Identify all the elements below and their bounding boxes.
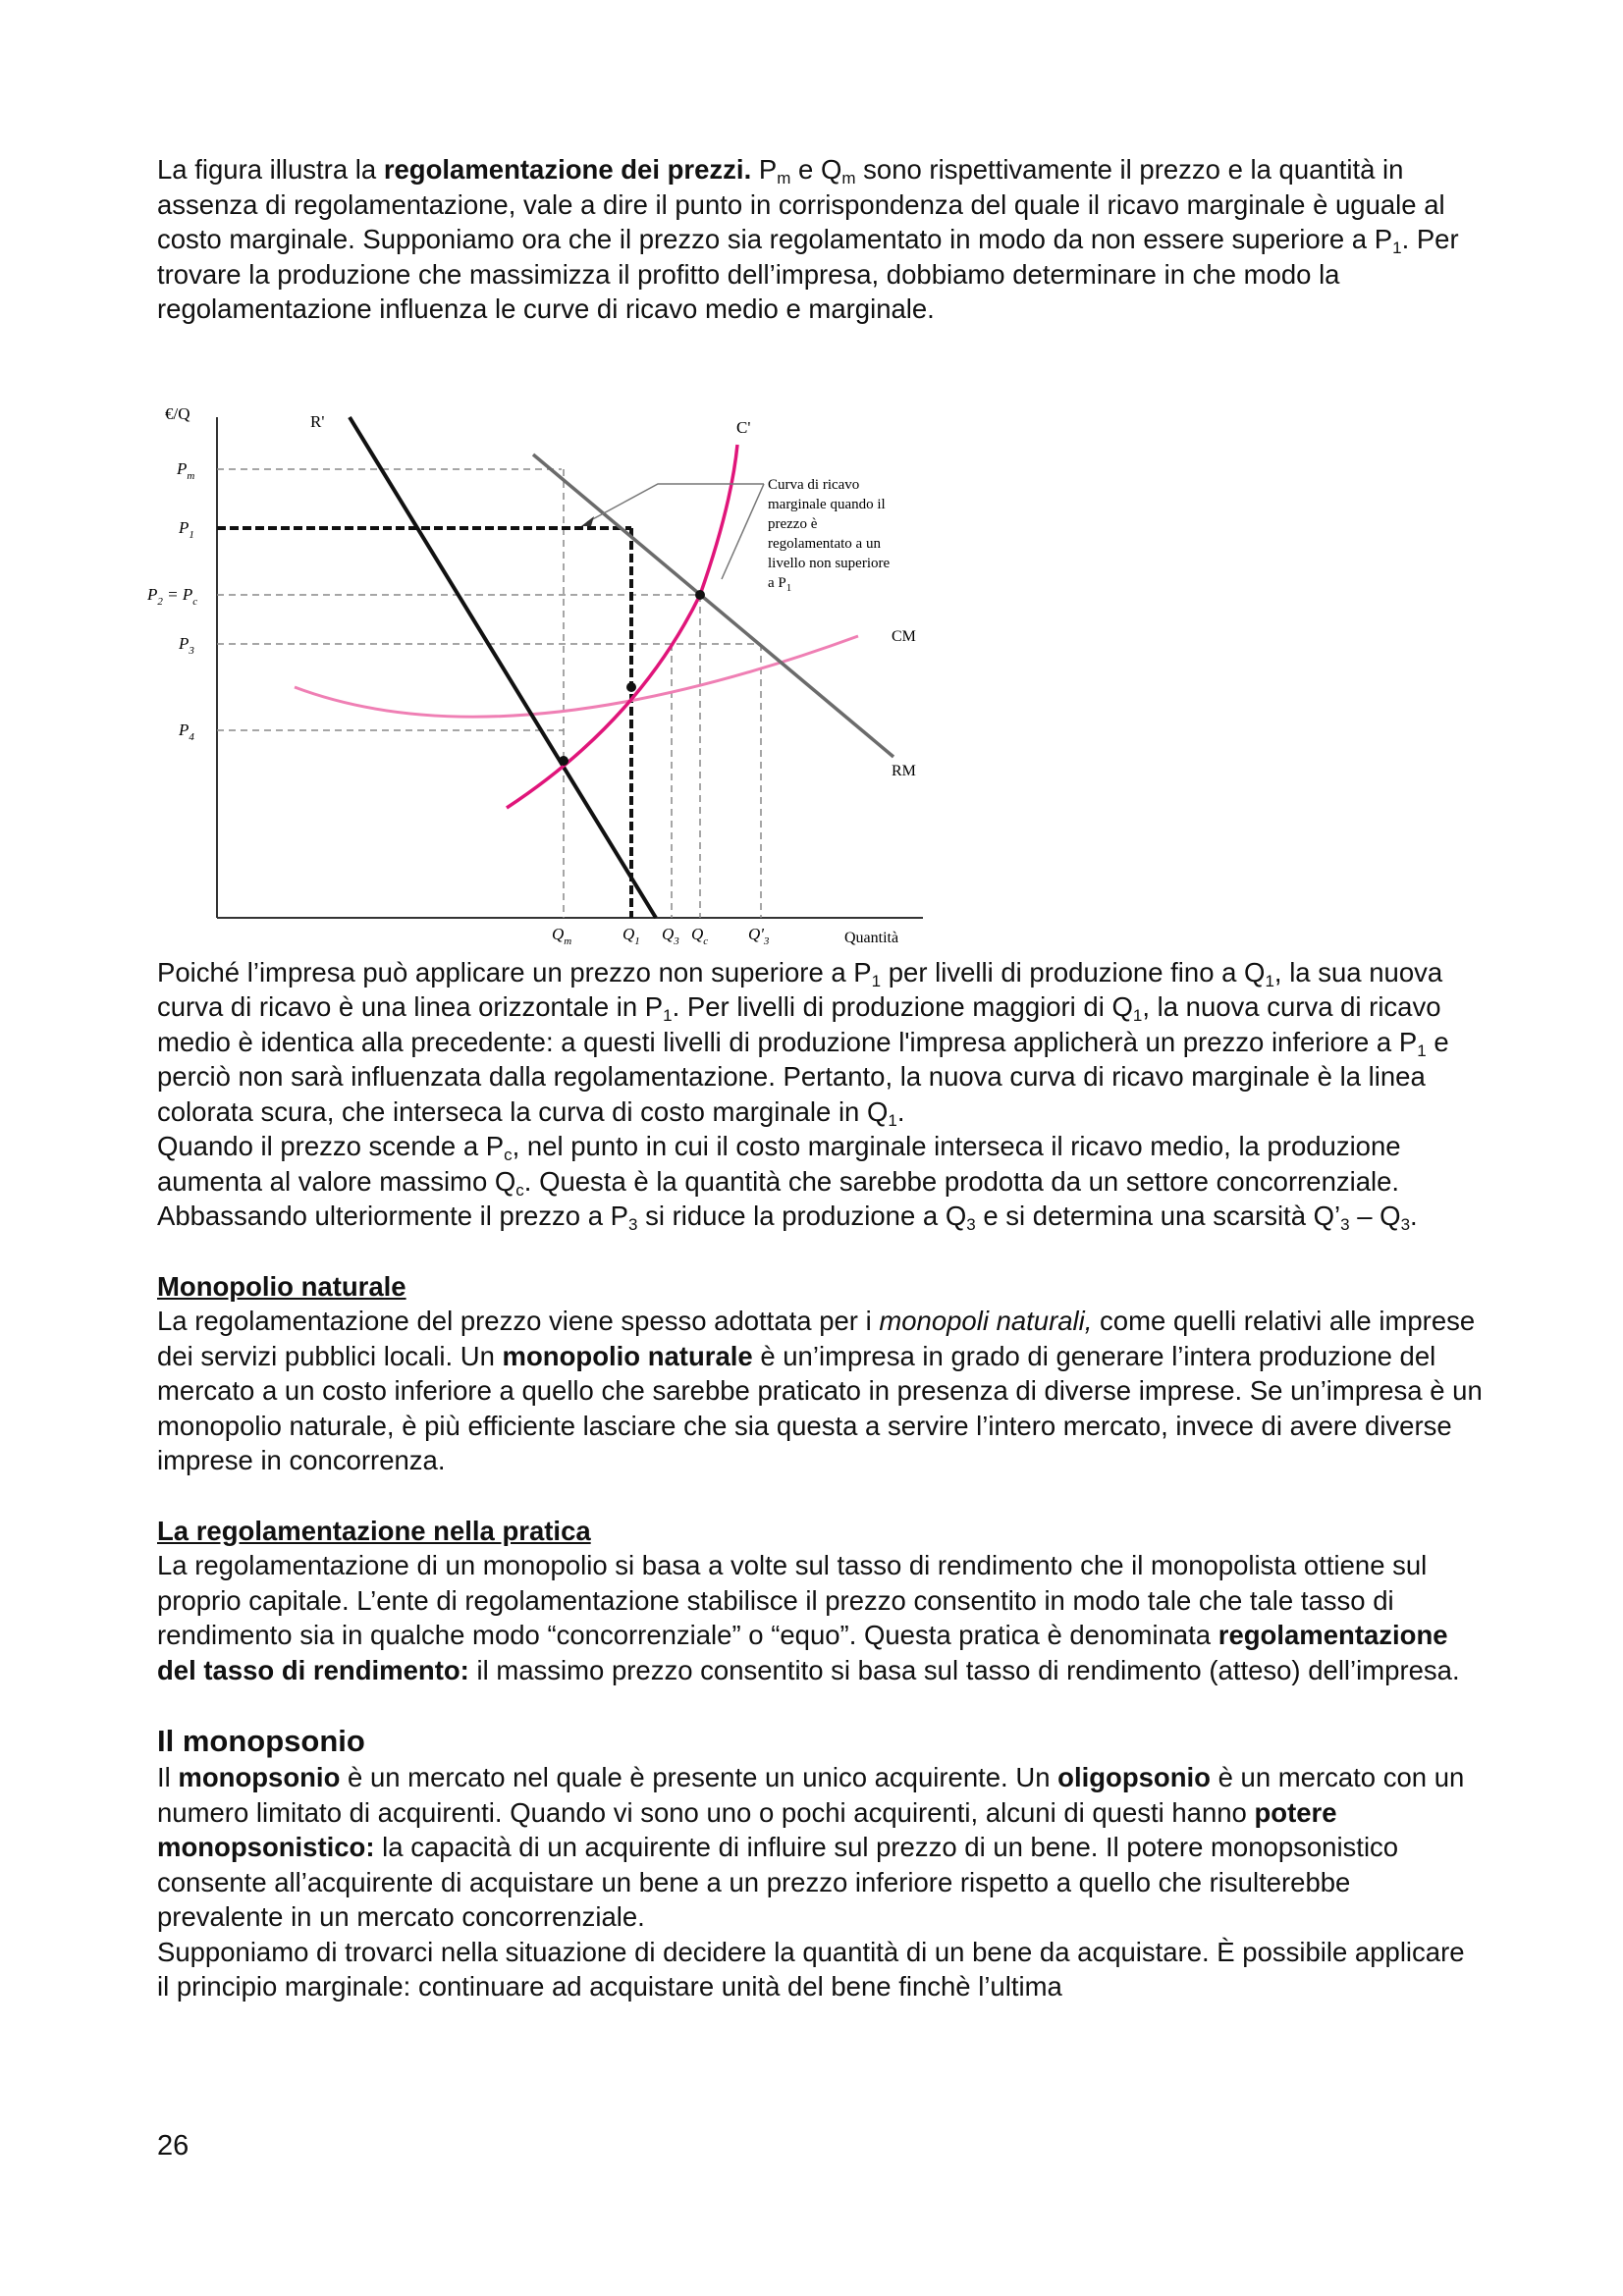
price-label-p4: $P_4$ bbox=[179, 721, 194, 743]
intersection-point-q1 bbox=[626, 682, 636, 692]
curve-label-rm: RM bbox=[892, 763, 916, 779]
annotation-arrow-icon bbox=[581, 516, 594, 526]
paragraph-intro: La figura illustra la regolamentazione dei prezzi. $P_m$ e $Q_m$ sono rispettivamente il prezzo e la quantità in assenza di regolamentazione, vale a dire il punto in corrispondenza del quale il ricavo marginale è uguale al costo marginale. Supponiamo ora che il prezzo sia regolamentato in modo da non essere superiore a $P_1$. Per trovare la produzione che massimizza il profitto dell’impresa, dobbiamo determinare in che modo la regolamentazione influenza le curve di ricavo medio e marginale. bbox=[157, 154, 1459, 324]
qty-label-qm: $Q_m$ bbox=[552, 925, 572, 947]
spacer bbox=[157, 1478, 1483, 1514]
paragraph-price-ceiling: Poiché l’impresa può applicare un prezzo non superiore a $P_1$ per livelli di produzione fino a $Q_1$, la sua nuova curva di ricavo è una linea orizzontale in $P_1$. Per livelli di produzione maggiori di $Q_1$, la nuova curva di ricavo medio è identica alla precedente: a questi livelli di produzione l'impresa applicherà un prezzo inferiore a $P_1$ e perciò non sarà influenzata dalla regolamentazione. Pertanto, la nuova curva di ricavo marginale è la linea colorata scura, che interseca la curva di costo marginale in $Q_1$. bbox=[157, 956, 1449, 1130]
cm-curve bbox=[295, 636, 858, 717]
spacer bbox=[157, 1687, 1483, 1723]
heading-natural-monopoly: Monopolio naturale bbox=[157, 1270, 406, 1302]
price-regulation-diagram bbox=[147, 398, 933, 957]
price-label-p1: $P_1$ bbox=[179, 518, 194, 541]
annotation-pointer bbox=[587, 484, 764, 522]
price-label-p2-pc: $P_2 = P_c$ bbox=[147, 585, 198, 608]
qty-label-q3: $Q_3$ bbox=[662, 925, 679, 947]
qty-label-q1: $Q_1$ bbox=[622, 925, 640, 947]
paragraph-natural-monopoly: La regolamentazione del prezzo viene spesso adottata per i monopoli naturali, come quelli relativi alle imprese dei servizi pubblici locali. Un monopolio naturale è un’impresa in grado di generare l’intera produzione del mercato a un costo inferiore a quello che sarebbe praticato in presenza di diverse imprese. Se un’impresa è un monopolio naturale, è più efficiente lasciare che sia questa a servire l’intero mercato, invece di avere diverse imprese in concorrenza. bbox=[157, 1306, 1483, 1475]
y-axis-label: €/Q bbox=[165, 404, 190, 423]
diagram-svg bbox=[147, 398, 933, 957]
intersection-point-qc bbox=[695, 590, 705, 600]
cprime-curve bbox=[507, 445, 737, 808]
curve-label-rprime: R' bbox=[310, 412, 325, 431]
price-label-pm: $P_m$ bbox=[177, 459, 195, 482]
paragraph-monopsony: Il monopsonio è un mercato nel quale è presente un unico acquirente. Un oligopsonio è un mercato con un numero limitato di acquirenti. Quando vi sono uno o pochi acquirenti, alcuni di questi hanno potere monopsonistico: la capacità di un acquirente di influire sul prezzo di un bene. Il potere monopsonistico consente all’acquirente di acquistare un bene a un prezzo inferiore rispetto a quello che risulterebbe prevalente in un mercato concorrenziale. bbox=[157, 1762, 1465, 1932]
spacer bbox=[157, 1234, 1483, 1269]
heading-regulation-practice: La regolamentazione nella pratica bbox=[157, 1515, 591, 1546]
qty-label-q3prime: $Q'_3$ bbox=[748, 925, 770, 947]
price-label-p3: $P_3$ bbox=[179, 634, 194, 657]
annotation-text: Curva di ricavo marginale quando il prezzo è regolamentato a un livello non superiore a $P_1$ bbox=[768, 477, 891, 594]
qty-label-qc: $Q_c$ bbox=[691, 925, 709, 947]
paragraph-marginal-principle: Supponiamo di trovarci nella situazione di decidere la quantità di un bene da acquistare. È possibile applicare il principio marginale: continuare ad acquistare unità del bene finchè l’ultima bbox=[157, 1936, 1465, 2002]
heading-monopsony: Il monopsonio bbox=[157, 1724, 365, 1758]
paragraph-regulation-practice: La regolamentazione di un monopolio si basa a volte sul tasso di rendimento che il monopolista ottiene sul proprio capitale. L’ente di regolamentazione stabilisce il prezzo consentito in modo tale che tale tasso di rendimento sia in qualche modo “concorrenziale” o “equo”. Questa pratica è denominata regolamentazione del tasso di rendimento: il massimo prezzo consentito si basa sul tasso di rendimento (atteso) dell’impresa. bbox=[157, 1550, 1460, 1685]
curve-label-cprime: C' bbox=[736, 418, 751, 437]
intersection-point-qm bbox=[559, 756, 568, 766]
page-number: 26 bbox=[157, 2130, 189, 2162]
rprime-line bbox=[350, 417, 656, 918]
x-axis-label: Quantità bbox=[844, 930, 899, 946]
curve-label-cm: CM bbox=[892, 628, 916, 645]
paragraph-competitive-price: Quando il prezzo scende a $P_c$, nel punto in cui il costo marginale interseca il ricavo medio, la produzione aumenta al valore massimo $Q_c$. Questa è la quantità che sarebbe prodotta da un settore concorrenziale. Abbassando ulteriormente il prezzo a $P_3$ si riduce la produzione a $Q_3$ e si determina una scarsità $Q’_3 - Q_3$. bbox=[157, 1131, 1418, 1234]
